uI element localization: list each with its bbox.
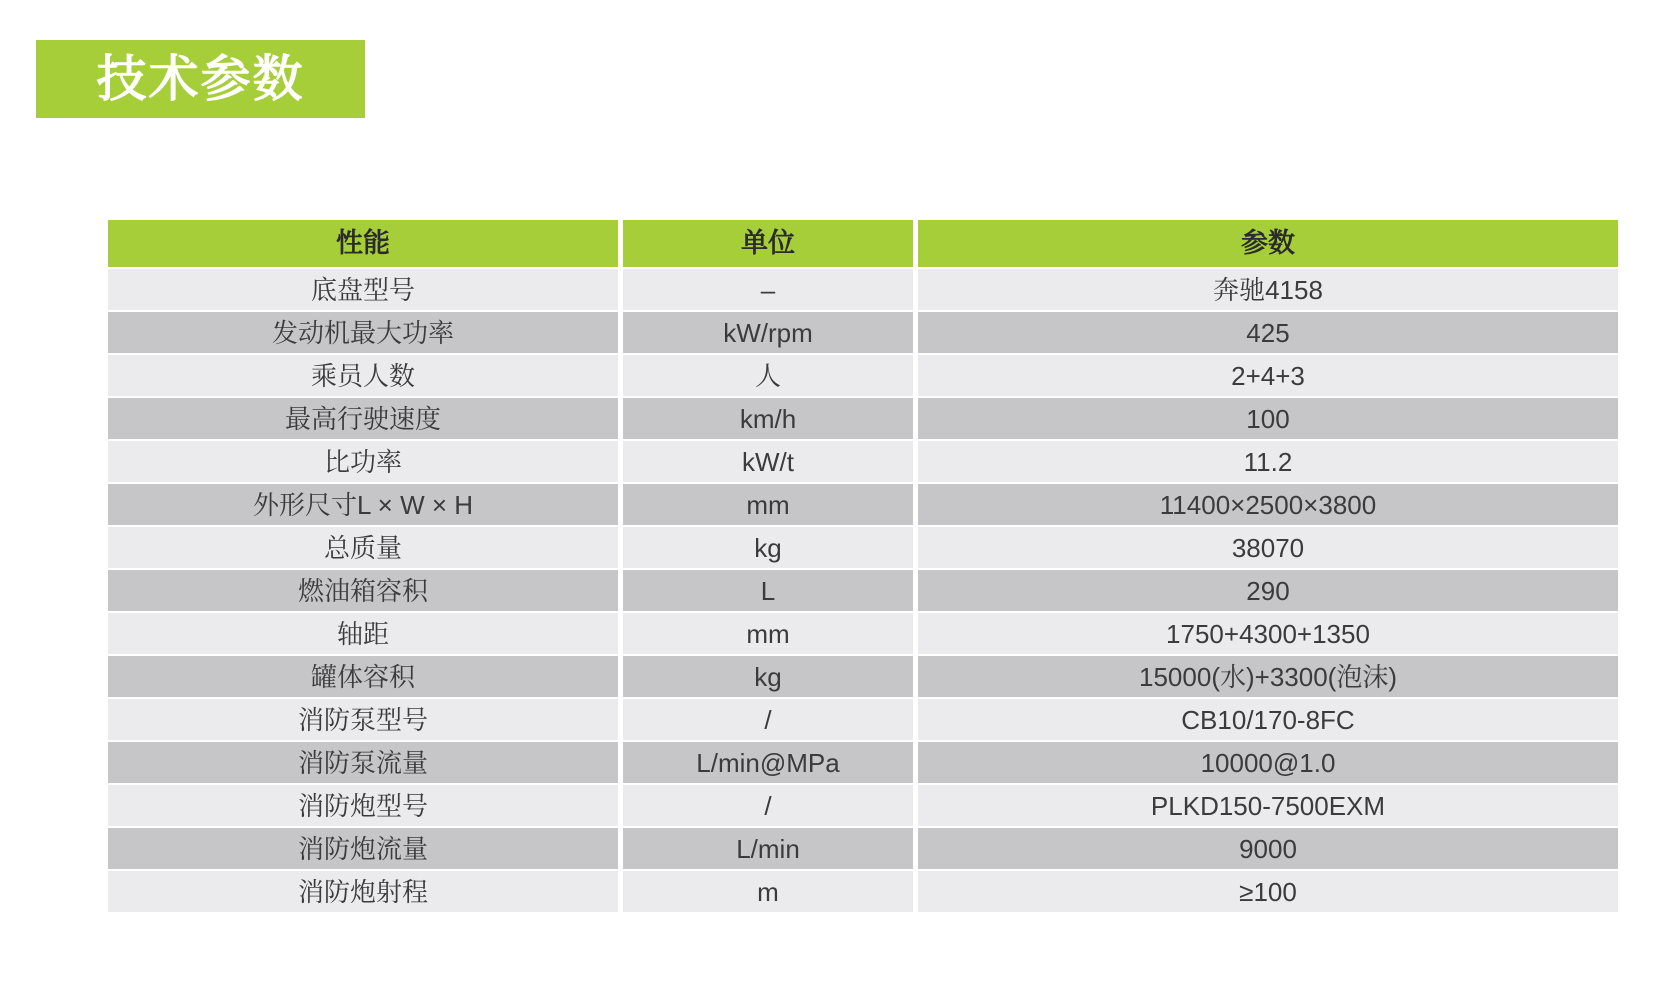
section-title: 技术参数 bbox=[96, 51, 305, 107]
unit-cell: L/min@MPa bbox=[623, 742, 913, 783]
table-body bbox=[108, 269, 1618, 912]
value-cell: 100 bbox=[918, 398, 1618, 439]
unit-cell: m bbox=[623, 871, 913, 912]
header-performance: 性能 bbox=[108, 220, 618, 267]
performance-cell: 燃油箱容积 bbox=[108, 570, 618, 611]
performance-cell: 消防泵流量 bbox=[108, 742, 618, 783]
unit-cell: L bbox=[623, 570, 913, 611]
performance-cell: 消防炮流量 bbox=[108, 828, 618, 869]
table-row bbox=[108, 828, 1618, 869]
value-cell: 1750+4300+1350 bbox=[918, 613, 1618, 654]
value-cell: 15000(水)+3300(泡沫) bbox=[918, 656, 1618, 697]
value-cell: 38070 bbox=[918, 527, 1618, 568]
table-row bbox=[108, 785, 1618, 826]
performance-cell: 底盘型号 bbox=[108, 269, 618, 310]
value-cell: 10000@1.0 bbox=[918, 742, 1618, 783]
performance-cell: 消防泵型号 bbox=[108, 699, 618, 740]
table-row bbox=[108, 398, 1618, 439]
performance-cell: 发动机最大功率 bbox=[108, 312, 618, 353]
unit-cell: km/h bbox=[623, 398, 913, 439]
unit-cell: – bbox=[623, 269, 913, 310]
value-cell: 11400×2500×3800 bbox=[918, 484, 1618, 525]
table-row bbox=[108, 355, 1618, 396]
performance-cell: 最高行驶速度 bbox=[108, 398, 618, 439]
performance-cell: 消防炮型号 bbox=[108, 785, 618, 826]
value-cell: ≥100 bbox=[918, 871, 1618, 912]
performance-cell: 消防炮射程 bbox=[108, 871, 618, 912]
value-cell: 2+4+3 bbox=[918, 355, 1618, 396]
performance-cell: 乘员人数 bbox=[108, 355, 618, 396]
table-row bbox=[108, 441, 1618, 482]
value-cell: PLKD150-7500EXM bbox=[918, 785, 1618, 826]
table-row bbox=[108, 484, 1618, 525]
value-cell: 425 bbox=[918, 312, 1618, 353]
performance-cell: 比功率 bbox=[108, 441, 618, 482]
table-row bbox=[108, 699, 1618, 740]
header-value: 参数 bbox=[918, 220, 1618, 267]
value-cell: 290 bbox=[918, 570, 1618, 611]
unit-cell: L/min bbox=[623, 828, 913, 869]
performance-cell: 外形尺寸L × W × H bbox=[108, 484, 618, 525]
table-header-row bbox=[108, 220, 1618, 267]
table-row bbox=[108, 613, 1618, 654]
performance-cell: 罐体容积 bbox=[108, 656, 618, 697]
unit-cell: kg bbox=[623, 527, 913, 568]
value-cell: 11.2 bbox=[918, 441, 1618, 482]
unit-cell: kW/rpm bbox=[623, 312, 913, 353]
table-row bbox=[108, 742, 1618, 783]
table-row bbox=[108, 527, 1618, 568]
unit-cell: mm bbox=[623, 613, 913, 654]
unit-cell: kg bbox=[623, 656, 913, 697]
section-title-badge bbox=[36, 40, 365, 118]
value-cell: 奔驰4158 bbox=[918, 269, 1618, 310]
unit-cell: mm bbox=[623, 484, 913, 525]
table-row bbox=[108, 656, 1618, 697]
performance-cell: 总质量 bbox=[108, 527, 618, 568]
unit-cell: kW/t bbox=[623, 441, 913, 482]
unit-cell: / bbox=[623, 699, 913, 740]
spec-table bbox=[108, 220, 1618, 914]
table-row bbox=[108, 269, 1618, 310]
unit-cell: / bbox=[623, 785, 913, 826]
unit-cell: 人 bbox=[623, 355, 913, 396]
table-row bbox=[108, 570, 1618, 611]
value-cell: 9000 bbox=[918, 828, 1618, 869]
table-row bbox=[108, 871, 1618, 912]
value-cell: CB10/170-8FC bbox=[918, 699, 1618, 740]
performance-cell: 轴距 bbox=[108, 613, 618, 654]
table-row bbox=[108, 312, 1618, 353]
header-unit: 单位 bbox=[623, 220, 913, 267]
